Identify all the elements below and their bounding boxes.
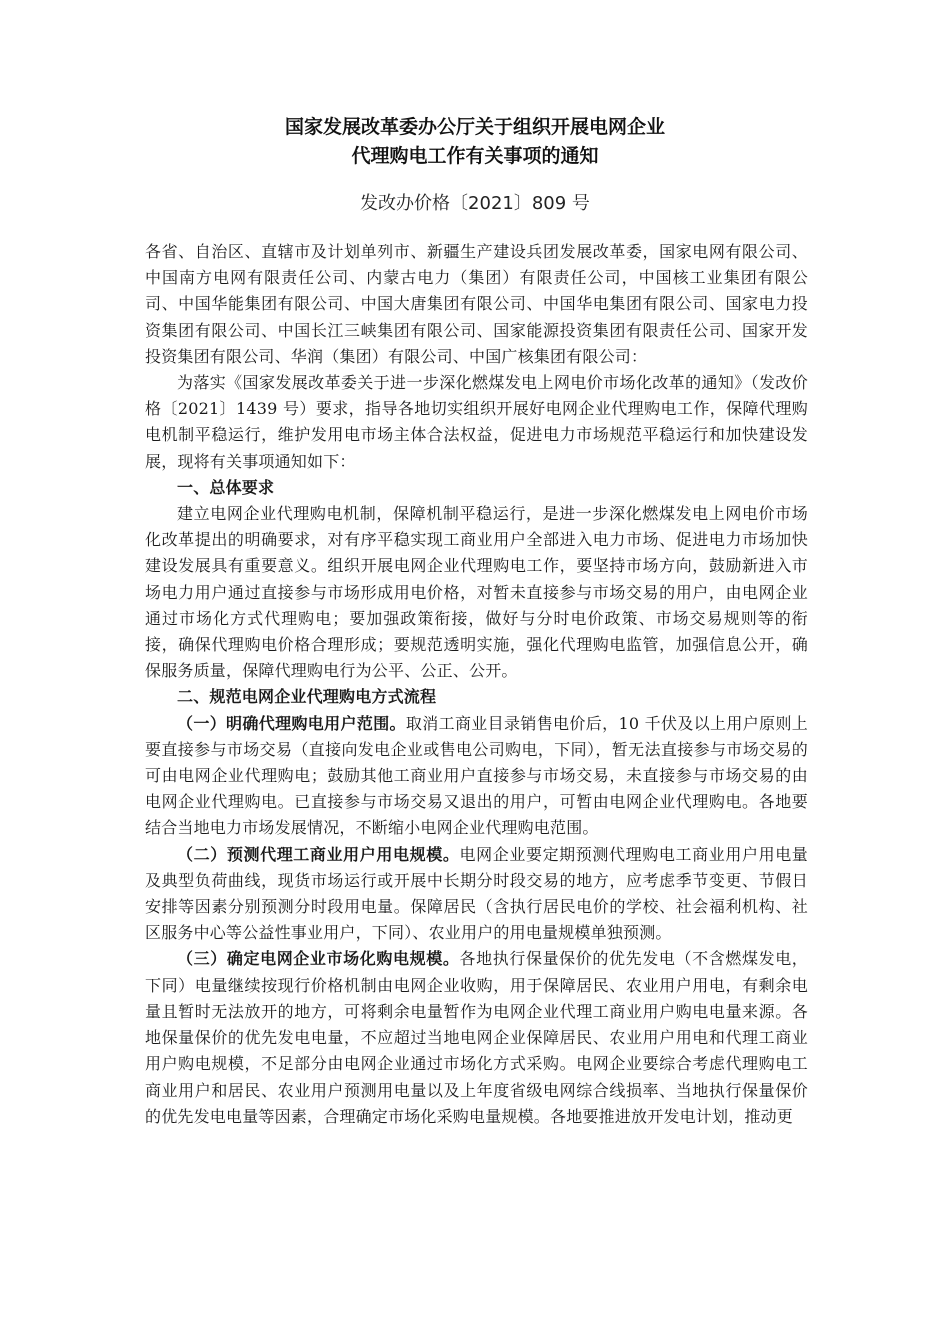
- section-1-paragraph: 建立电网企业代理购电机制，保障机制平稳运行，是进一步深化燃煤发电上网电价市场化改革提出的明确要求，对有序平稳实现工商业用户全部进入电力市场、促进电力市场加快建设发展具有重要意义。组织开展电网企业代理购电工作，要坚持市场方向，鼓励新进入市场电力用户通过直接参与市场形成用电价格，对暂未直接参与市场交易的用户，由电网企业通过市场化方式代理购电；要加强政策衔接，做好与分时电价政策、市场交易规则等的衔接，确保代理购电价格合理形成；要规范透明实施，强化代理购电监管，加强信息公开，确保服务质量，保障代理购电行为公平、公正、公开。: [145, 504, 808, 681]
- item-3-text: 各地执行保量保价的优先发电（不含燃煤发电，下同）电量继续按现行价格机制由电网企业收购，用于保障居民、农业用户用电，有剩余电量且暂时无法放开的地方，可将剩余电量暂作为电网企业代理工商业用户购电电量来源。各地保量保价的优先发电电量，不应超过当地电网企业保障居民、农业用户用电和代理工商业用户购电规模，不足部分由电网企业通过市场化方式采购。电网企业要综合考虑代理购电工商业用户和居民、农业用户预测用电量以及上年度省级电网综合线损率、当地执行保量保价的优先发电电量等因素，合理确定市场化采购电量规模。各地要推进放开发电计划，推动更: [145, 949, 809, 1126]
- item-1-paragraph: [145, 711, 808, 842]
- document-body: [145, 239, 808, 1130]
- item-3-paragraph: [145, 946, 808, 1129]
- document-title-line-1: 国家发展改革委办公厅关于组织开展电网企业: [284, 116, 665, 138]
- section-2-heading: 二、规范电网企业代理购电方式流程: [177, 687, 437, 707]
- item-2-text: 电网企业要定期预测代理购电工商业用户用电量及典型负荷曲线，现货市场运行或开展中长期分时段交易的地方，应考虑季节变更、节假日安排等因素分别预测分时段用电量。保障居民（含执行居民电价的学校、社会福利机构、社区服务中心等公益性事业用户，下同）、农业用户的用电量规模单独预测。: [145, 844, 809, 943]
- section-1-heading: 一、总体要求: [177, 477, 275, 497]
- item-1-text: 取消工商业目录销售电价后，10 千伏及以上用户原则上要直接参与市场交易（直接向发电企业或售电公司购电，下同），暂无法直接参与市场交易的可由电网企业代理购电；鼓励其他工商业用户直接参与市场交易，未直接参与市场交易的由电网企业代理购电。已直接参与市场交易又退出的用户，可暂由电网企业代理购电。各地要结合当地电力市场发展情况，不断缩小电网企业代理购电范围。: [145, 713, 808, 838]
- item-3-lead: （三）确定电网企业市场化购电规模。: [177, 949, 460, 969]
- item-1-lead: （一）明确代理购电用户范围。: [177, 713, 406, 733]
- item-2-lead: （二）预测代理工商业用户用电规模。: [177, 844, 460, 864]
- item-2-paragraph: [145, 842, 808, 947]
- document-title-line-2: 代理购电工作有关事项的通知: [351, 145, 599, 167]
- document-number: 发改办价格〔2021〕809 号: [360, 193, 590, 214]
- addressee-paragraph: 各省、自治区、直辖市及计划单列市、新疆生产建设兵团发展改革委，国家电网有限公司、中国南方电网有限责任公司、内蒙古电力（集团）有限责任公司，中国核工业集团有限公司、中国华能集团有限公司、中国大唐集团有限公司、中国华电集团有限公司、国家电力投资集团有限公司、中国长江三峡集团有限公司、国家能源投资集团有限责任公司、国家开发投资集团有限公司、华润（集团）有限公司、中国广核集团有限公司：: [145, 242, 808, 366]
- intro-paragraph: 为落实《国家发展改革委关于进一步深化燃煤发电上网电价市场化改革的通知》（发改价格〔2021〕1439 号）要求，指导各地切实组织开展好电网企业代理购电工作，保障代理购电机制平稳运行，维护发用电市场主体合法权益，促进电力市场规范平稳运行和加快建设发展，现将有关事项通知如下：: [145, 373, 808, 471]
